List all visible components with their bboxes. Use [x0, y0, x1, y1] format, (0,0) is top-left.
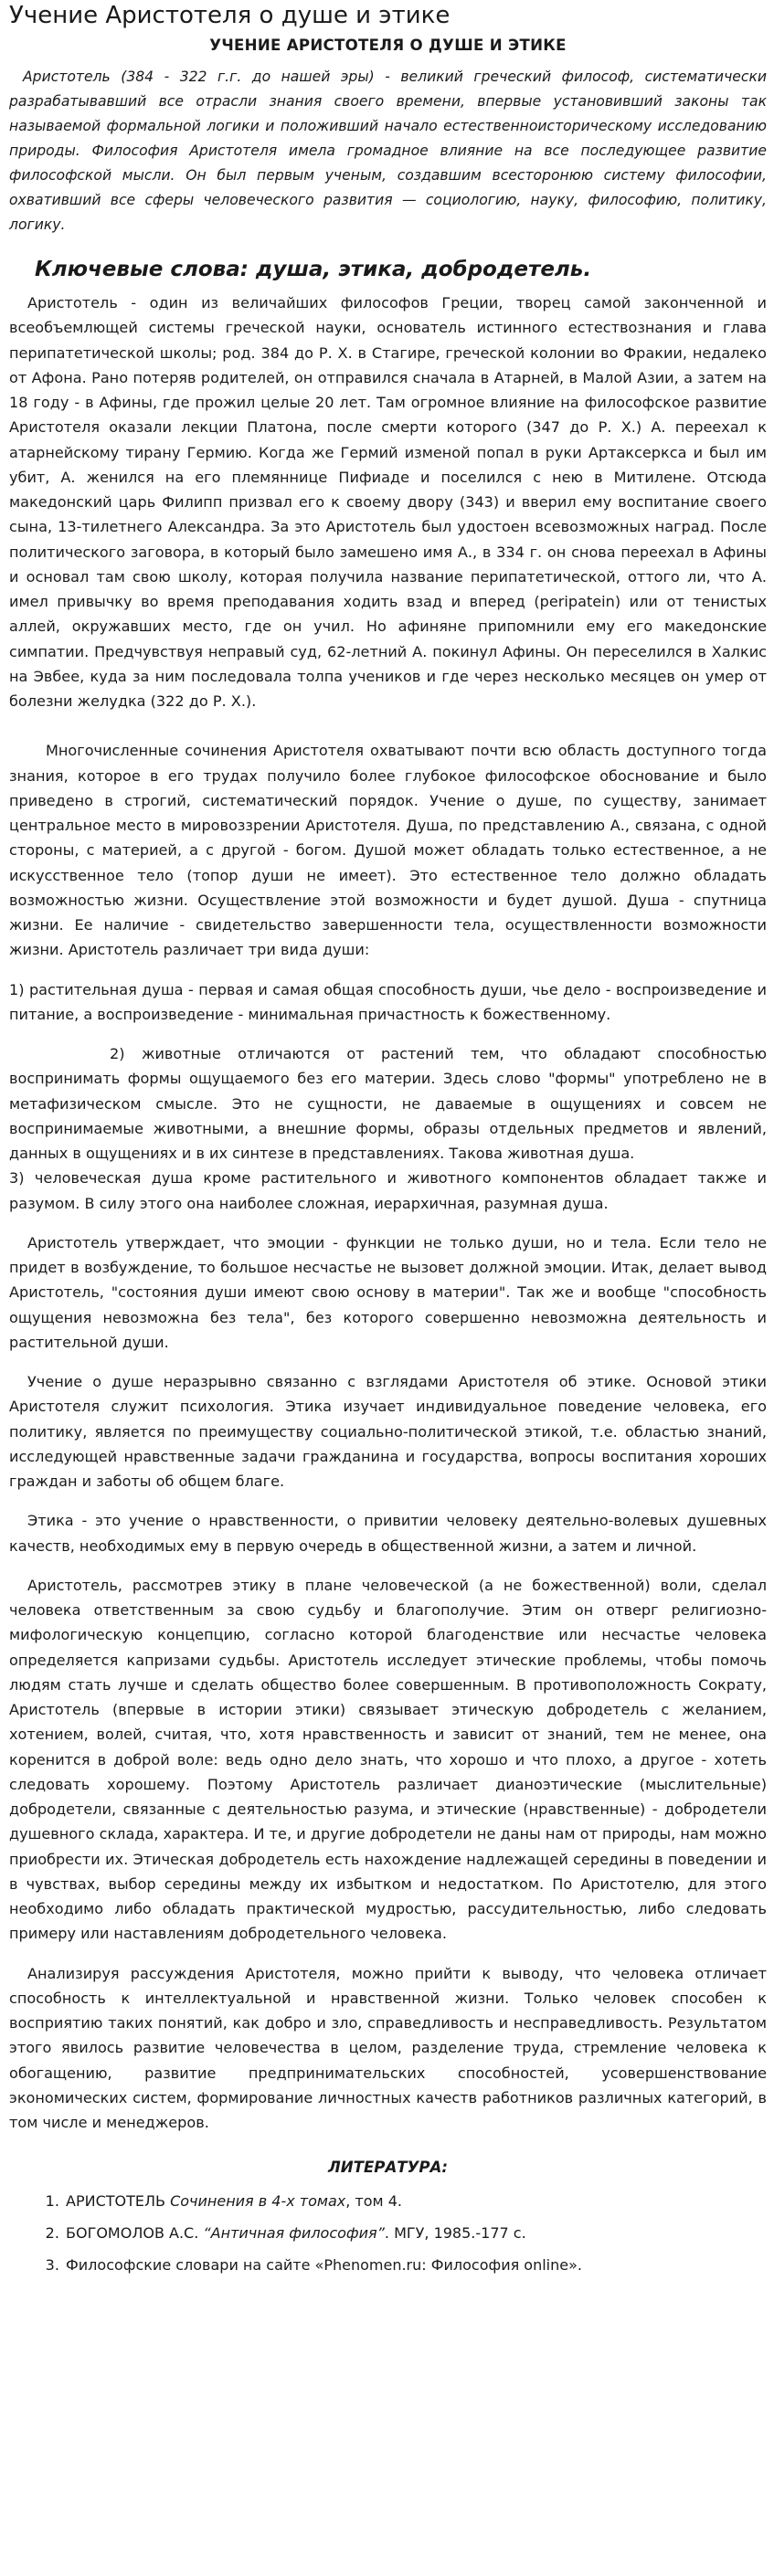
- paragraph-ethics-psychology: Учение о душе неразрывно связанно с взглядами Аристотеля об этике. Основой этики Аристотеля служит психология. Этика изучает индивидуальное поведение человека, его политику, является по преимуществу социально-политической этикой, т.е. областью знаний, исследующей нравственные задачи гражданина и государства, вопросы воспитания хороших граждан и заботы об общем благе.: [9, 1373, 767, 1490]
- reference-item: 1. АРИСТОТЕЛЬ Сочинения в 4-х томах, том 4.: [64, 2185, 767, 2217]
- reference-item: 3. Философские словари на сайте «Phenomen.ru: Философия online».: [64, 2249, 767, 2281]
- references-list: [9, 2185, 767, 2281]
- paragraph-biography: Аристотель - один из величайших философов Греции, творец самой законченной и всеобъемлющей системы греческой науки, основатель истинного естествознания и глава перипатетической школы; род. 384 до Р. Х. в Стагире, греческой колонии во Фракии, недалеко от Афона. Рано потеряв родителей, он отправился сначала в Атарней, в Малой Азии, а затем на 18 году - в Афины, где прожил целые 20 лет. Там огромное влияние на философское развитие Аристотеля оказали лекции Платона, после смерти которого (347 до Р. Х.) А. переехал к атарнейскому тирану Гермию. Когда же Гермий изменой попал в руки Артаксеркса и был им убит, А. женился на его племяннице Пифиаде и поселился с нею в Митилене. Отсюда македонский царь Филипп призвал его к своему двору (343) и вверил ему воспитание своего сына, 13-тилетнего Александра. За это Аристотель был удостоен всевозможных наград. После политического заговора, в который было замешено имя А., в 334 г. он снова переехал в Афины и основал там свою школу, которая получила название перипатетической, оттого ли, что А. имел привычку во время преподавания ходить взад и вперед (peripatein) или от тенистых аллей, окружавших место, где он учил. Но афиняне припомнили ему его македонские симпатии. Предчувствуя неправый суд, 62-летний А. покинул Афины. Он переселился в Халкис на Эвбее, куда за ним последовала толпа учеников и где через несколько месяцев он умер от болезни желудка (322 до Р. Х.).: [9, 294, 767, 710]
- paragraph-plant-soul: 1) растительная душа - первая и самая общая способность души, чье дело - воспроизведение и питание, а воспроизведение - минимальная причастность к божественному.: [9, 980, 767, 1023]
- paragraph-soul-doctrine: Многочисленные сочинения Аристотеля охватывают почти всю область доступного тогда знания, которое в его трудах получило более глубокое философское обоснование и было приведено в строгий, систематический порядок. Учение о душе, по существу, занимает центральное место в мировоззрении Аристотеля. Душа, по представлению А., связана, с одной стороны, с материей, а с другой - богом. Душой может обладать только естественное, а не искусственное тело (топор души не имеет). Это естественное тело должно обладать возможностью жизни. Осуществление этой возможности и будет душой. Душа - спутница жизни. Ее наличие - свидетельство завершенности тела, осуществленности возможности жизни. Аристотель различает три вида души:: [9, 742, 767, 959]
- article-heading: УЧЕНИЕ АРИСТОТЕЛЯ О ДУШЕ И ЭТИКЕ: [209, 37, 567, 54]
- paragraph-human-soul: 3) человеческая душа кроме растительного и животного компонентов обладает также и разумом. В силу этого она наиболее сложная, иерархичная, разумная душа.: [9, 1169, 767, 1212]
- paragraph-virtue: Аристотель, рассмотрев этику в плане человеческой (а не божественной) воли, сделал человека ответственным за свою судьбу и благополучие. Этим он отверг религиозно-мифологическую концепцию, согласно которой благоденствие или несчастье человека определяется капризами судьбы. Аристотель исследует этические проблемы, чтобы помочь людям стать лучше и сделать общество более совершенным. В противоположность Сократу, Аристотель (впервые в истории этики) связывает этическую добродетель с желанием, хотением, волей, считая, что, хотя нравственность и зависит от знаний, тем не менее, она коренится в доброй воле: ведь одно дело знать, что хорошо и что плохо, а другое - хотеть следовать хорошему. Поэтому Аристотель различает дианоэтические (мыслительные) добродетели, связанные с деятельностью разума, и этические (нравственные) - добродетели душевного склада, характера. И те, и другие добродетели не даны нам от природы, нам можно приобрести их. Этическая добродетель есть нахождение надлежащей середины в поведении и в чувствах, выбор середины между их избытком и недостатком. По Аристотелю, для этого необходимо либо обладать практической мудростью, рассудительностью, либо следовать примеру или наставлениям добродетельного человека.: [9, 1576, 767, 1943]
- page-title: Учение Аристотеля о душе и этике: [9, 2, 451, 29]
- paragraph-emotions: Аристотель утверждает, что эмоции - функции не только души, но и тела. Если тело не придет в возбуждение, то большое несчастье не вызовет должной эмоции. Итак, делает вывод Аристотель, "состояния души имеют свою основу в материи". Так же и вообще "способность ощущения невозможна без тела", без которого совершенно невозможна деятельность и растительной души.: [9, 1233, 767, 1351]
- abstract: Аристотель (384 - 322 г.г. до нашей эры) - великий греческий философ, систематически разрабатывавший все отрасли знания своего времени, впервые установивший законы так называемой формальной логики и положивший начало естественноисторическому исследованию природы. Философия Аристотеля имела громадное влияние на все последующее развитие философской мысли. Он был первым ученым, создавшим всесторонюю систему философии, охвативший все сферы человеческого развития — социологию, науку, философию, политику, логику.: [9, 69, 767, 233]
- paragraph-animal-soul: 2) животные отличаются от растений тем, что обладают способностью воспринимать формы ощущаемого без его материи. Здесь слово "формы" употреблено не в метафизическом смысле. Это не сущности, не даваемые в ощущениях и совсем не воспринимаемые животными, а внешние формы, образы отдельных предметов и явлений, данных в ощущениях и в их синтезе в представлениях. Такова животная душа.: [9, 1045, 767, 1162]
- reference-item: 2. БОГОМОЛОВ А.С. “Античная философия”. МГУ, 1985.-177 с.: [64, 2217, 767, 2249]
- references-title: ЛИТЕРАТУРА:: [327, 2159, 449, 2177]
- paragraph-ethics-definition: Этика - это учение о нравственности, о привитии человеку деятельно-волевых душевных качеств, необходимых ему в первую очередь в общественной жизни, а затем и личной.: [9, 1512, 767, 1555]
- keywords: Ключевые слова: душа, этика, добродетель.: [35, 258, 592, 281]
- paragraph-conclusion: Анализируя рассуждения Аристотеля, можно прийти к выводу, что человека отличает способность к интеллектуальной и нравственной жизни. Только человек способен к восприятию таких понятий, как добро и зло, справедливость и несправедливость. Результатом этого явилось развитие человечества в целом, разделение труда, стремление человека к обогащению, развитие предпринимательских способностей, усовершенствование экономических систем, формирование личностных качеств работников различных категорий, в том числе и менеджеров.: [9, 1964, 767, 2131]
